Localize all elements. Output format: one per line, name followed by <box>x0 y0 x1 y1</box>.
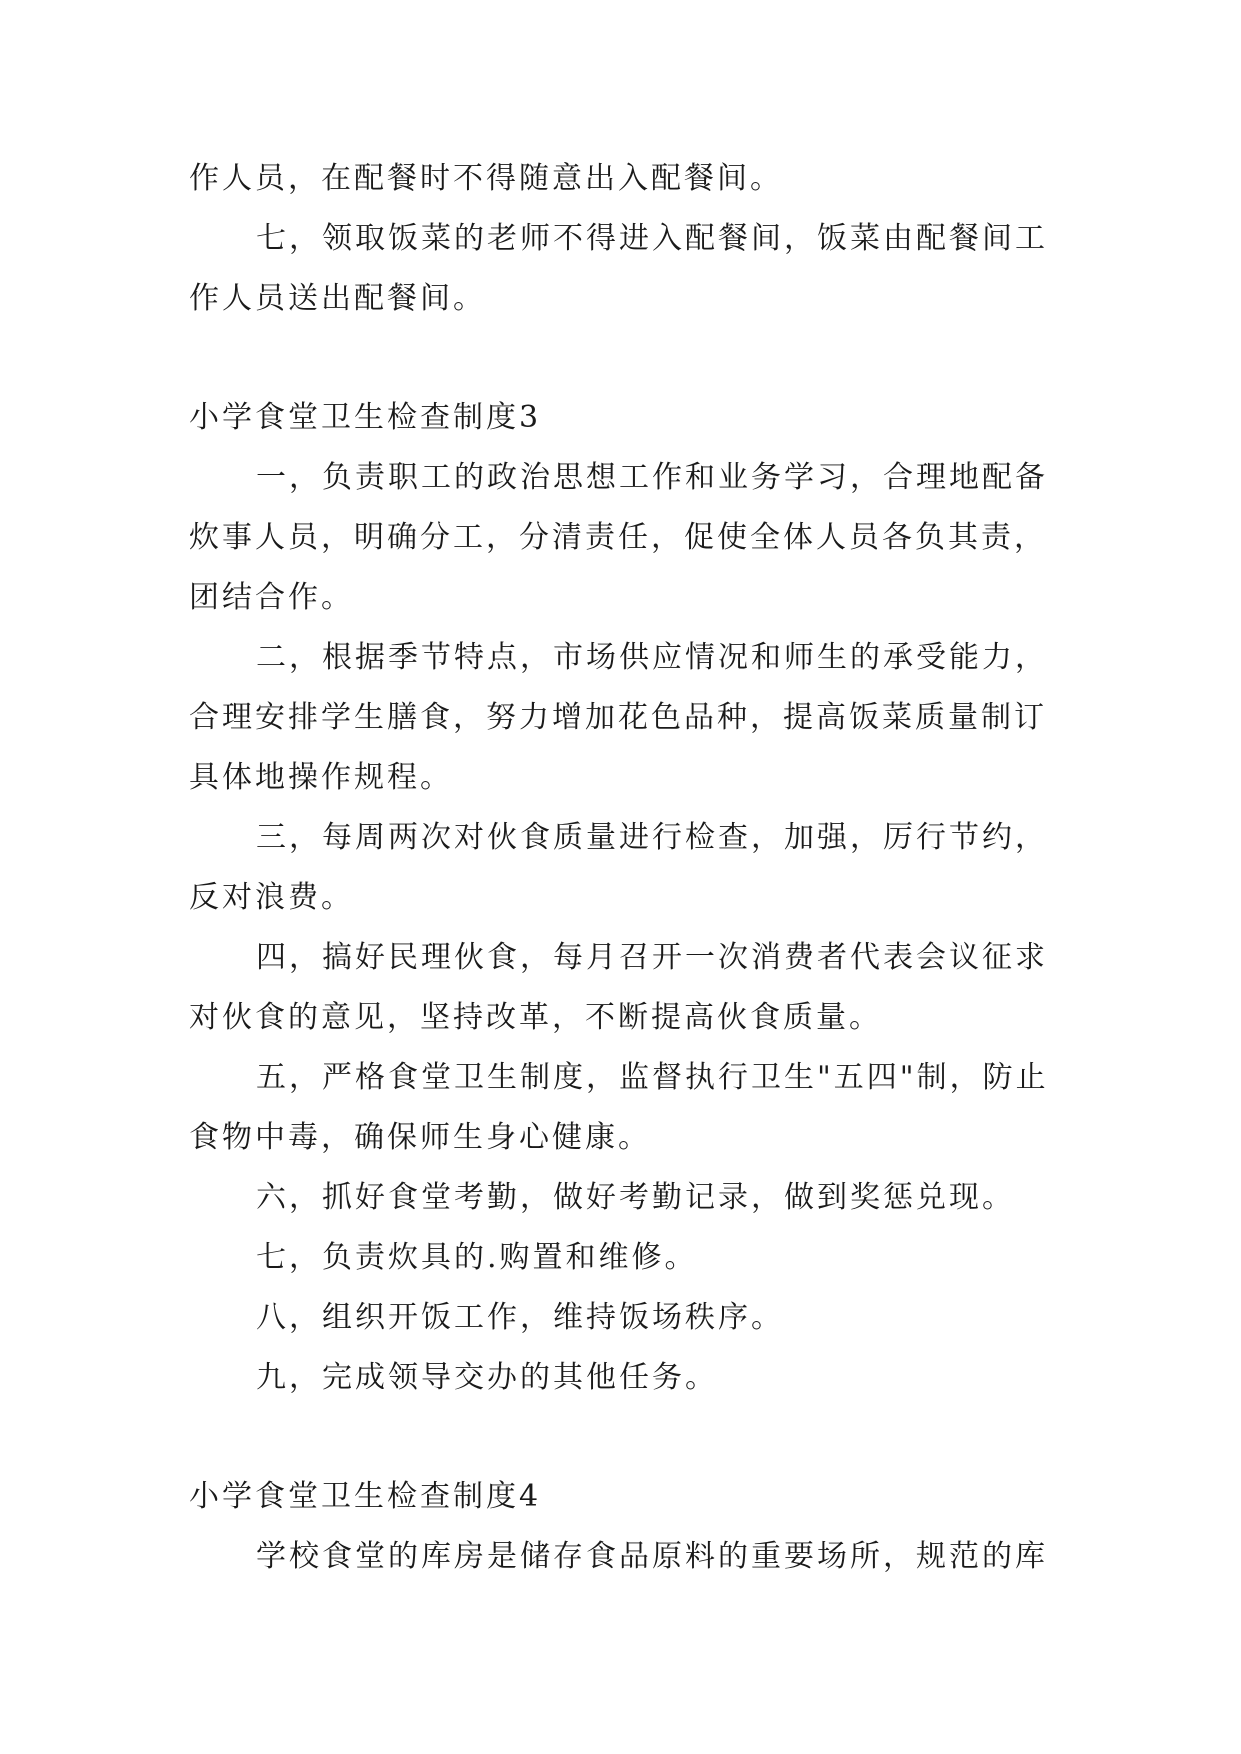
text-line: 八，组织开饭工作，维持饭场秩序。 <box>256 1300 784 1335</box>
text-line: 作人员，在配餐时不得随意出入配餐间。 <box>189 161 783 196</box>
text-line: 对伙食的意见，坚持改革，不断提高伙食质量。 <box>189 1000 882 1035</box>
text-line: 合理安排学生膳食，努力增加花色品种，提高饭菜质量制订 <box>189 700 1047 735</box>
text-line: 四，搞好民理伙食，每月召开一次消费者代表会议征求 <box>256 940 1048 975</box>
text-line: 学校食堂的库房是储存食品原料的重要场所，规范的库 <box>256 1539 1048 1574</box>
text-line: 三，每周两次对伙食质量进行检查，加强，厉行节约， <box>256 820 1048 855</box>
text-line: 食物中毒，确保师生身心健康。 <box>189 1120 651 1155</box>
section-heading: 小学食堂卫生检查制度3 <box>189 400 542 435</box>
text-line: 团结合作。 <box>189 580 354 615</box>
text-line: 七，负责炊具的.购置和维修。 <box>256 1240 698 1275</box>
text-line: 一，负责职工的政治思想工作和业务学习，合理地配备 <box>256 460 1048 495</box>
text-line: 作人员送出配餐间。 <box>189 281 486 316</box>
text-line: 炊事人员，明确分工，分清责任，促使全体人员各负其责， <box>189 520 1047 555</box>
text-line: 二，根据季节特点，市场供应情况和师生的承受能力， <box>256 640 1048 675</box>
text-line: 六，抓好食堂考勤，做好考勤记录，做到奖惩兑现。 <box>256 1180 1015 1215</box>
text-line: 具体地操作规程。 <box>189 760 453 795</box>
section-heading: 小学食堂卫生检查制度4 <box>189 1479 542 1514</box>
text-line: 九，完成领导交办的其他任务。 <box>256 1360 718 1395</box>
text-line: 反对浪费。 <box>189 880 354 915</box>
text-line: 七，领取饭菜的老师不得进入配餐间，饭菜由配餐间工 <box>256 221 1048 256</box>
text-line: 五，严格食堂卫生制度，监督执行卫生"五四"制，防止 <box>256 1060 1049 1095</box>
